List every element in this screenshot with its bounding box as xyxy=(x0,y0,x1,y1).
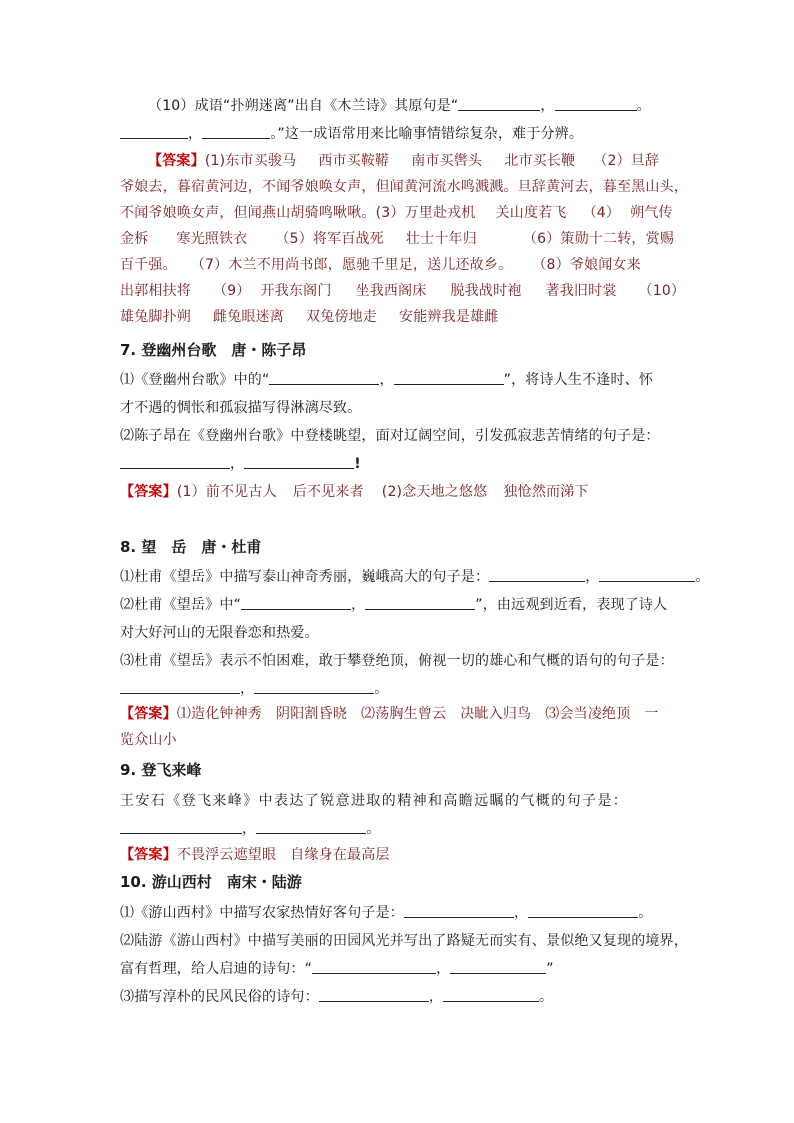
answer-blank[interactable] xyxy=(528,903,638,918)
answer-blank[interactable] xyxy=(319,987,429,1002)
answer-blank[interactable] xyxy=(120,819,242,834)
s7-question-2-blanks: ， ! xyxy=(120,454,361,474)
answer-blank[interactable] xyxy=(120,679,240,694)
s8-question-2: ⑵杜甫《望岳》中“ ， ”，由远观到近看，表现了诗人 xyxy=(120,597,668,613)
s9-question-1: 王安石《登飞来峰》中表达了锐意进取的精神和高瞻远瞩的气概的句子是： xyxy=(120,793,629,809)
s8-question-2-cont: 对大好河山的无限眷恋和热爱。 xyxy=(120,625,319,641)
answer-blank[interactable] xyxy=(202,124,270,139)
s7-question-1-cont: 才不遇的惆怅和孤寂描写得淋漓尽致。 xyxy=(120,400,362,416)
answer-blank[interactable] xyxy=(404,903,514,918)
s10-question-2-cont: 富有哲理，给人启迪的诗句：“ ， ” xyxy=(120,961,554,977)
s7-answer: 【答案】(1）前不见古人 后不见来者 (2)念天地之悠悠 独怆然而涕下 xyxy=(120,484,589,500)
mulan-question-10: （10）成语“扑朔迷离”出自《木兰诗》其原句是“ ， 。 xyxy=(148,98,651,114)
answer-blank[interactable] xyxy=(269,370,379,385)
s8-answer-cont: 览众山小 xyxy=(120,732,177,748)
s8-question-3-blanks: ， 。 xyxy=(120,679,388,699)
mulan-answer-line-7: 雄兔脚扑朔 雌兔眼迷离 双兔傍地走 安能辨我是雄雌 xyxy=(120,309,499,325)
mulan-answer-line-2: 爷娘去，暮宿黄河边，不闻爷娘唤女声，但闻黄河流水鸣溅溅。旦辞黄河去，暮至黑山头， xyxy=(120,179,688,195)
answer-blank[interactable] xyxy=(312,959,436,974)
s7-question-2: ⑵陈子昂在《登幽州台歌》中登楼眺望，面对辽阔空间，引发孤寂悲苦情绪的句子是： xyxy=(120,428,660,444)
answer-blank[interactable] xyxy=(599,567,695,582)
section-9-heading: 9. 登飞来峰 xyxy=(120,761,202,779)
answer-blank[interactable] xyxy=(489,567,585,582)
s7-question-1: ⑴《登幽州台歌》中的“ ， ”，将诗人生不逢时、怀 xyxy=(120,372,654,388)
mulan-answer-line-4: 金柝 寒光照铁衣 （5）将军百战死 壮士十年归 （6）策勋十二转，赏赐 xyxy=(120,231,675,247)
answer-blank[interactable] xyxy=(254,679,374,694)
section-8-heading: 8. 望 岳 唐・杜甫 xyxy=(120,538,262,556)
answer-blank[interactable] xyxy=(244,454,354,469)
s8-question-3: ⑶杜甫《望岳》表示不怕困难，敢于攀登绝顶，俯视一切的雄心和气概的语句的句子是： xyxy=(120,653,674,669)
s9-answer: 【答案】不畏浮云遮望眼 自缘身在最高层 xyxy=(120,847,390,863)
mulan-answer-line-5: 百千强。 （7）木兰不用尚书郎，愿驰千里足，送儿还故乡。 （8）爷娘闻女来 xyxy=(120,257,641,273)
answer-blank[interactable] xyxy=(458,96,540,111)
section-10-heading: 10. 游山西村 南宋・陆游 xyxy=(120,873,302,891)
mulan-answer-line-3: 不闻爷娘唤女声，但闻燕山胡骑鸣啾啾。(3）万里赴戎机 关山度若飞 （4） 朔气传 xyxy=(120,205,673,221)
mulan-answer-line-1: 【答案】(1)东市买骏马 西市买鞍鞯 南市买辔头 北市买长鞭 （2）旦辞 xyxy=(148,153,660,169)
answer-blank[interactable] xyxy=(365,595,475,610)
answer-blank[interactable] xyxy=(555,96,637,111)
answer-blank[interactable] xyxy=(443,987,539,1002)
section-7-heading: 7. 登幽州台歌 唐・陈子昂 xyxy=(120,341,307,359)
mulan-answer-line-6: 出郭相扶将 （9） 开我东阁门 坐我西阁床 脱我战时袍 著我旧时裳 （10） xyxy=(120,283,686,299)
s10-question-1: ⑴《游山西村》中描写农家热情好客句子是： ， 。 xyxy=(120,905,653,921)
s10-question-2: ⑵陆游《游山西村》中描写美丽的田园风光并写出了路疑无而实有、景似绝又复现的境界， xyxy=(120,933,688,949)
answer-blank[interactable] xyxy=(241,595,351,610)
answer-blank[interactable] xyxy=(120,124,188,139)
answer-blank[interactable] xyxy=(120,454,230,469)
answer-blank[interactable] xyxy=(450,959,546,974)
answer-blank[interactable] xyxy=(256,819,366,834)
s8-question-1: ⑴杜甫《望岳》中描写泰山神奇秀丽，巍峨高大的句子是： ， 。 xyxy=(120,569,710,585)
mulan-question-10-cont: ， 。”这一成语常用来比喻事情错综复杂，难于分辨。 xyxy=(120,124,583,144)
s9-question-1-blanks: ， 。 xyxy=(120,819,380,839)
s8-answer: 【答案】⑴造化钟神秀 阴阳割昏晓 ⑵荡胸生曾云 决眦入归鸟 ⑶会当凌绝顶 一 xyxy=(120,706,659,722)
answer-blank[interactable] xyxy=(394,370,504,385)
s10-question-3: ⑶描写淳朴的民风民俗的诗句： ， 。 xyxy=(120,989,554,1005)
